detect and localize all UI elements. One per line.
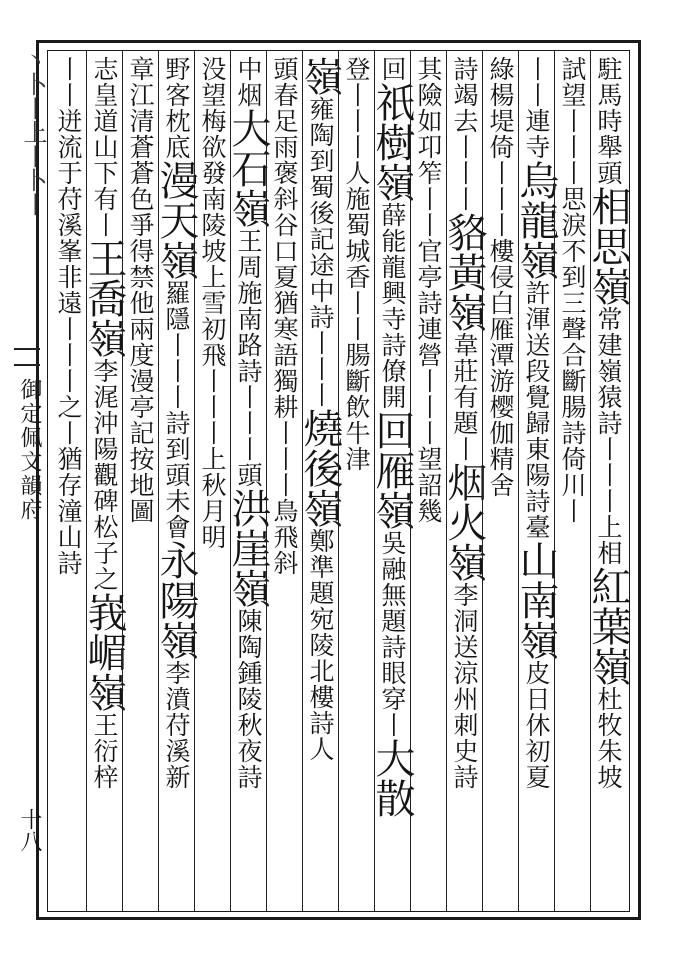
entry-heading: 嶺 xyxy=(297,56,343,96)
entry-text: 綠楊堤 xyxy=(486,56,515,134)
text-column xyxy=(513,56,559,906)
gutter-fishtail-mark xyxy=(14,348,40,366)
column-rule xyxy=(194,51,195,911)
column-rule xyxy=(158,51,159,911)
text-column xyxy=(339,56,373,906)
entry-text: 回 xyxy=(378,56,407,82)
entry-text: 王周施南路詩丨丨丨頭 xyxy=(234,228,263,488)
page-gutter xyxy=(14,48,47,908)
entry-text: 没望 xyxy=(198,56,227,108)
entry-heading: 烏龍嶺 xyxy=(513,160,559,280)
text-column xyxy=(441,56,487,906)
entry-text: 丨丨官亭詩 xyxy=(414,186,443,316)
entry-text: 李濆苻溪新 xyxy=(162,660,191,790)
entry-text: 中烟 xyxy=(234,56,263,108)
entry-heading: 王喬嶺 xyxy=(81,238,127,358)
entry-text: 丨丨迸流于苻溪 xyxy=(54,56,83,238)
entry-heading: 漫天嶺 xyxy=(153,160,199,280)
page-number: 十八 xyxy=(17,808,42,852)
entry-text: 陳陶鍾陵秋夜詩 xyxy=(234,608,263,790)
entry-text: 蒼蒼色爭得禁他兩度漫 xyxy=(126,134,155,394)
entry-text: 試望丨丨丨 xyxy=(558,56,587,186)
entry-text: 駐馬時舉頭 xyxy=(594,56,623,186)
entry-heading: 大石嶺 xyxy=(225,108,271,228)
entry-heading: 洪崖嶺 xyxy=(225,488,271,608)
column-rule xyxy=(86,51,87,911)
column-rule xyxy=(554,51,555,911)
column-rule xyxy=(482,51,483,911)
book-title: 御定佩文韻府 xyxy=(17,378,42,522)
entry-text: 亭記按地圖 xyxy=(126,394,155,524)
entry-heading: 永陽嶺 xyxy=(153,540,199,660)
entry-text: 丨丨連寺 xyxy=(522,56,551,160)
gutter-top-marks: 丶卜丨上丨卜丨 xyxy=(19,48,47,216)
column-rule xyxy=(410,51,411,911)
entry-text: 薛能龍興寺詩僚開 xyxy=(378,202,407,410)
text-column xyxy=(555,56,589,906)
text-column xyxy=(369,56,415,906)
entry-text: 峯非遠丨丨丨之丨猶存 xyxy=(54,238,83,498)
text-column xyxy=(153,56,199,906)
entry-text: 梅欲發南陵坡上雪初飛 xyxy=(198,108,227,368)
entry-text: 李浘沖陽觀碑松子之 xyxy=(90,358,119,592)
text-column xyxy=(225,56,271,906)
entry-text: 李洞送涼州刺史詩 xyxy=(450,582,479,790)
text-column xyxy=(123,56,157,906)
entry-text: 詩竭去丨丨丨 xyxy=(450,56,479,212)
entry-text: 章江清 xyxy=(126,56,155,134)
entry-heading: 紅葉嶺 xyxy=(585,566,631,686)
entry-text: 游樱伽精舍 xyxy=(486,368,515,498)
entry-heading: 山南嶺 xyxy=(513,540,559,660)
entry-text: 思淚不到三聲合斷腸 xyxy=(558,186,587,420)
entry-heading: 相思嶺 xyxy=(585,186,631,306)
entry-text: 雍陶到蜀後記途中詩丨丨丨 xyxy=(306,96,335,408)
entry-text: 潼山詩 xyxy=(54,498,83,576)
entry-text: 吳融無題詩眼穿丨 xyxy=(378,530,407,738)
entry-text: 鄭準題宛陵北樓詩人 xyxy=(306,528,335,762)
entry-text: 許渾送段覺歸東陽詩臺 xyxy=(522,280,551,540)
column-rule xyxy=(338,51,339,911)
entry-text: 頭春足雨褒斜谷口夏猶寒 xyxy=(270,56,299,342)
text-column xyxy=(51,56,85,906)
text-column xyxy=(483,56,517,906)
entry-heading: 大散 xyxy=(369,738,415,818)
text-column xyxy=(81,56,127,906)
entry-text: 登丨丨丨人施蜀城香 xyxy=(342,56,371,290)
entry-text: 丨丨丨上秋月明 xyxy=(198,368,227,550)
entry-heading: 烟火嶺 xyxy=(441,462,487,582)
entry-text: 羅隱丨丨丨詩到頭未會 xyxy=(162,280,191,540)
entry-text: 常建嶺猿詩丨丨丨上相 xyxy=(594,306,623,566)
entry-text: 皮日休初夏 xyxy=(522,660,551,790)
entry-heading: 回雁嶺 xyxy=(369,410,415,530)
entry-text: 志皇道山下有丨 xyxy=(90,56,119,238)
entry-text: 韋莊有題丨 xyxy=(450,332,479,462)
text-column xyxy=(297,56,343,906)
column-rule xyxy=(302,51,303,911)
column-rule xyxy=(266,51,267,911)
entry-text: 連營丨丨丨望詔幾 xyxy=(414,316,443,524)
column-rule xyxy=(230,51,231,911)
entry-heading: 峩嵋嶺 xyxy=(81,592,127,712)
entry-text: 丨丨腸斷飲牛津 xyxy=(342,290,371,472)
column-rule xyxy=(518,51,519,911)
entry-text: 語獨耕丨丨丨鳥飛斜 xyxy=(270,342,299,576)
entry-text: 野客枕底 xyxy=(162,56,191,160)
column-rule xyxy=(446,51,447,911)
column-rule xyxy=(122,51,123,911)
text-column xyxy=(411,56,445,906)
entry-text: 倚丨丨丨樓侵白雁潭 xyxy=(486,134,515,368)
entry-text: 詩倚川丨 xyxy=(558,420,587,524)
text-column xyxy=(267,56,301,906)
column-rule xyxy=(374,51,375,911)
entry-heading: 貉黃嶺 xyxy=(441,212,487,332)
entry-text: 杜牧朱坡 xyxy=(594,686,623,790)
entry-heading: 祇樹嶺 xyxy=(369,82,415,202)
text-column xyxy=(195,56,229,906)
text-column xyxy=(585,56,631,906)
column-rule xyxy=(590,51,591,911)
entry-text: 其險如卭笮 xyxy=(414,56,443,186)
entry-heading: 燒後嶺 xyxy=(297,408,343,528)
entry-text: 王衍梓 xyxy=(90,712,119,790)
